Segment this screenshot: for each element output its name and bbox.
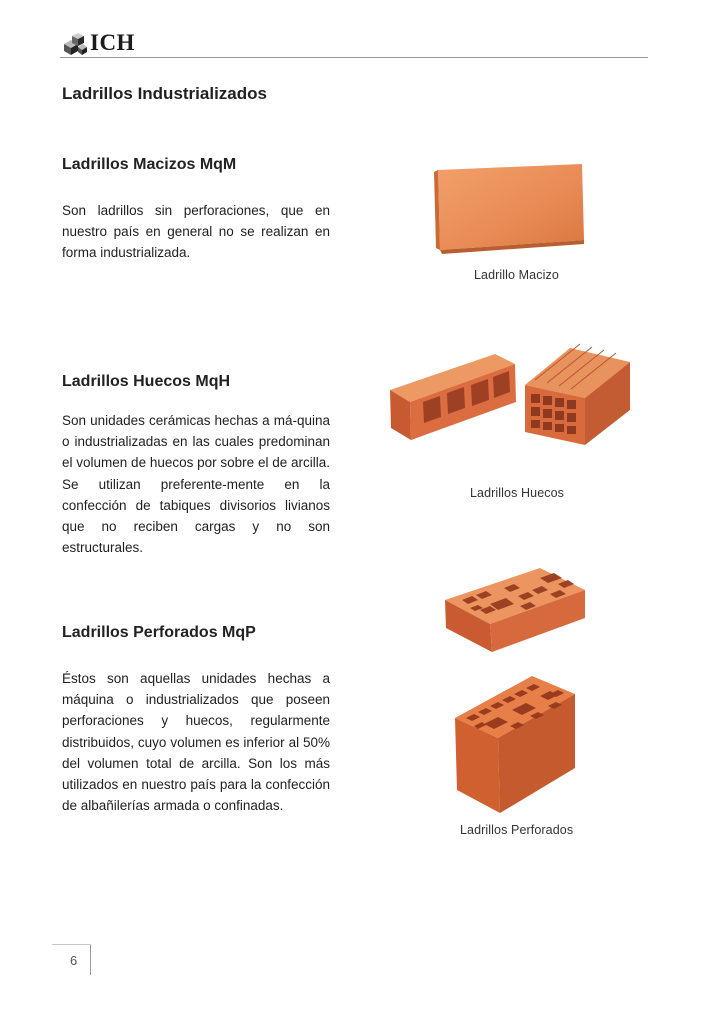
- ich-logo-icon: [62, 30, 88, 56]
- section-heading-huecos: Ladrillos Huecos MqH: [62, 373, 231, 390]
- caption-perforados: Ladrillos Perforados: [460, 823, 574, 837]
- section-heading-macizos: Ladrillos Macizos MqM: [62, 156, 237, 173]
- footer-divider-vertical: [90, 945, 91, 975]
- section-body-huecos: Son unidades cerámicas hechas a má-quina o industrializadas en las cuales predominan el volumen de huecos por sobre el de arcilla. Se utilizan preferente-mente en la confección de tabiques divisorios livianos que no reciben cargas y no son estructurales.: [62, 413, 330, 556]
- perforated-brick-top-image: [440, 560, 590, 660]
- page-title: Ladrillos Industrializados: [62, 84, 267, 103]
- hollow-bricks-image: [385, 340, 635, 450]
- page-number: 6: [70, 953, 78, 968]
- footer-divider-horizontal: [52, 944, 91, 945]
- section-body-macizos: Son ladrillos sin perforaciones, que en nuestro país en general no se realizan en forma industrializada.: [62, 203, 330, 261]
- logo-text: ICH: [90, 30, 135, 55]
- solid-brick-image: [428, 160, 590, 255]
- section-body-perforados: Éstos son aquellas unidades hechas a máquina o industrializados que poseen perforaciones y huecos, regularmente distribuidos, cuyo volumen es inferior al 50% del volumen total de arcilla. Son los más utilizados en nuestro país para la confección de albañilerías armada o confinadas.: [62, 671, 330, 814]
- section-heading-perforados: Ladrillos Perforados MqP: [62, 624, 256, 641]
- perforated-brick-bottom-image: [450, 668, 580, 820]
- header-logo: [62, 30, 152, 56]
- caption-huecos: Ladrillos Huecos: [470, 486, 565, 500]
- caption-macizo: Ladrillo Macizo: [474, 268, 559, 282]
- header-divider: [60, 57, 648, 58]
